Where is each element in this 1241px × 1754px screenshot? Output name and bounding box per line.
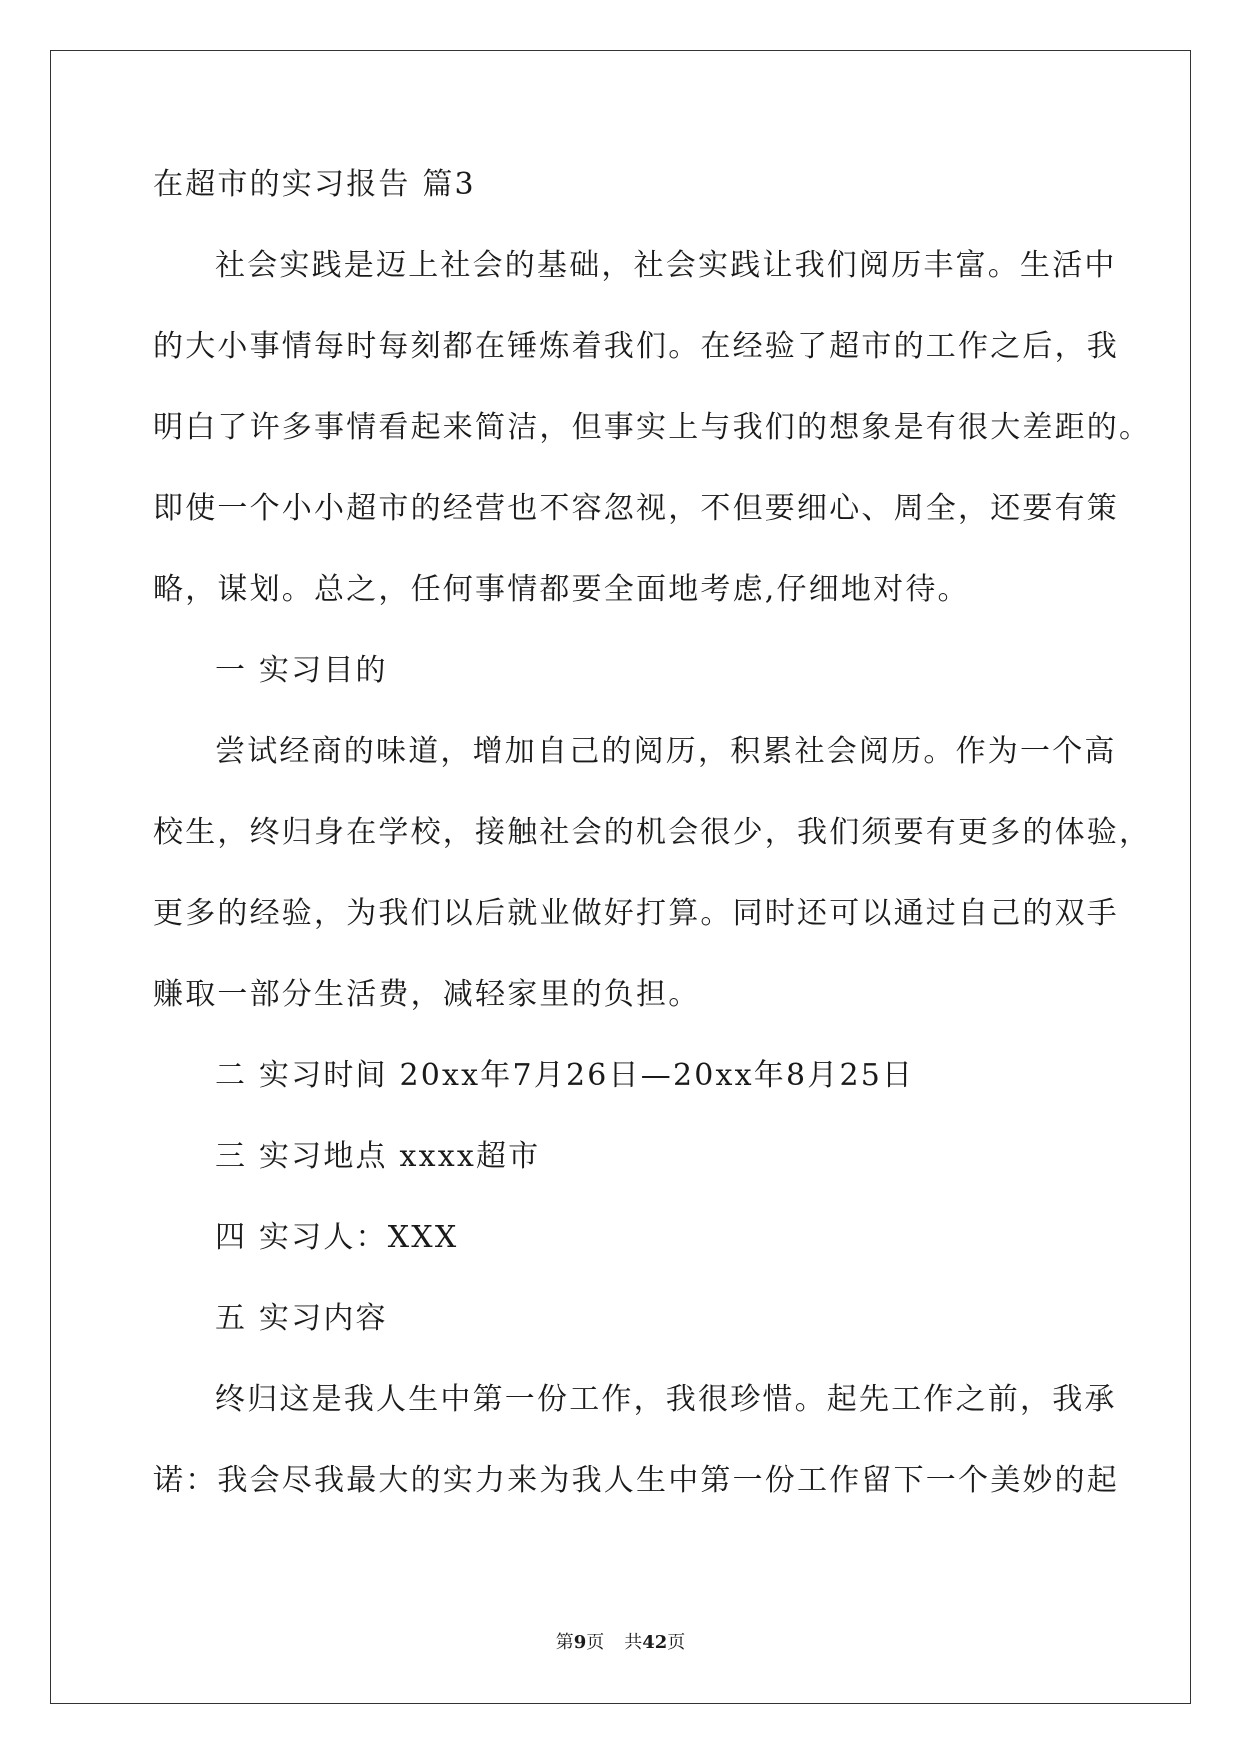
paragraph-line: 社会实践是迈上社会的基础，社会实践让我们阅历丰富。生活中 — [215, 248, 1117, 283]
paragraph-line: 赚取一部分生活费，减轻家里的负担。 — [153, 977, 701, 1012]
document-body — [153, 165, 1152, 1542]
section-heading-content: 五 实习内容 — [215, 1301, 388, 1336]
paragraph-line: 明白了许多事情看起来简洁，但事实上与我们的想象是有很大差距的。 — [153, 410, 1152, 445]
paragraph-line: 略，谋划。总之，任何事情都要全面地考虑,仔细地对待。 — [153, 572, 970, 607]
section-heading-intern: 四 实习人：XXX — [215, 1220, 459, 1255]
total-prefix: 共 — [624, 1632, 643, 1653]
paragraph-line: 诺：我会尽我最大的实力来为我人生中第一份工作留下一个美妙的起 — [153, 1463, 1119, 1498]
page-footer — [0, 1628, 1241, 1654]
paragraph-line: 的大小事情每时每刻都在锤炼着我们。在经验了超市的工作之后，我 — [153, 329, 1119, 364]
paragraph-line: 即使一个小小超市的经营也不容忽视，不但要细心、周全，还要有策 — [153, 491, 1119, 526]
page-suffix: 页 — [586, 1632, 605, 1653]
section-heading-time: 二 实习时间 20xx年7月26日—20xx年8月25日 — [215, 1058, 915, 1093]
paragraph-line: 尝试经商的味道，增加自己的阅历，积累社会阅历。作为一个高 — [215, 734, 1117, 769]
page-current: 9 — [573, 1632, 587, 1653]
paragraph-line: 终归这是我人生中第一份工作，我很珍惜。起先工作之前，我承 — [215, 1382, 1117, 1417]
page-prefix: 第 — [555, 1632, 574, 1653]
paragraph-line: 校生，终归身在学校，接触社会的机会很少，我们须要有更多的体验， — [153, 815, 1152, 850]
section-heading-purpose: 一 实习目的 — [215, 653, 388, 688]
page-total: 42 — [642, 1632, 668, 1653]
paragraph-line: 更多的经验，为我们以后就业做好打算。同时还可以通过自己的双手 — [153, 896, 1119, 931]
total-suffix: 页 — [667, 1632, 686, 1653]
document-title: 在超市的实习报告 篇3 — [153, 167, 476, 202]
section-heading-location: 三 实习地点 xxxx超市 — [215, 1139, 541, 1174]
